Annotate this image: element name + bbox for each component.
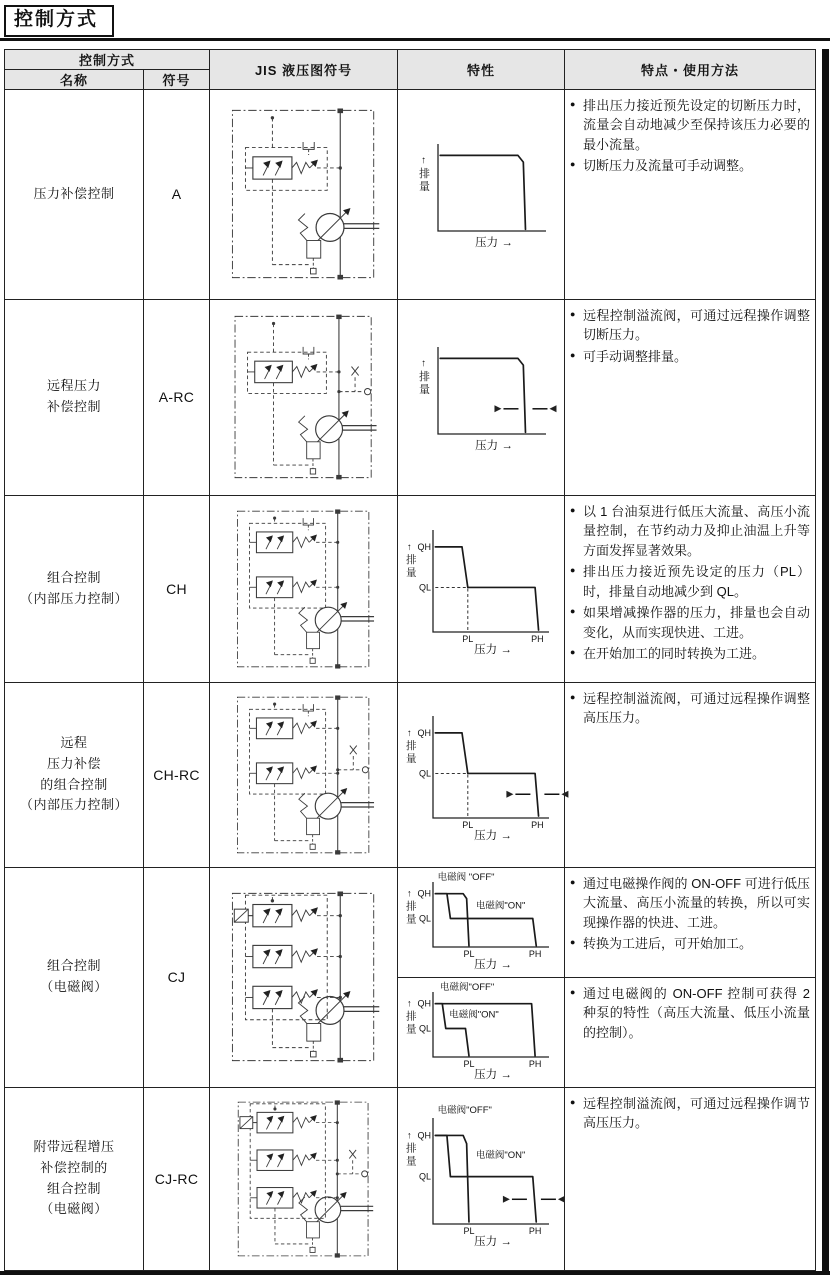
svg-text:量: 量 [419, 181, 431, 194]
feature-item [570, 562, 810, 601]
feature-item [570, 689, 810, 728]
svg-text:QH: QH [417, 998, 432, 1009]
svg-text:压力 →: 压力 → [475, 440, 513, 453]
feature-item [570, 874, 810, 933]
svg-text:压力 →: 压力 → [475, 237, 513, 250]
method-symbol-cell [144, 867, 210, 1087]
svg-text:↑: ↑ [407, 1130, 412, 1142]
method-name-line: 组合控制 [46, 1180, 101, 1196]
bullet-icon: ● [570, 691, 576, 702]
method-symbol-cell [144, 89, 210, 299]
method-name-line: （电磁阀） [40, 1201, 108, 1217]
characteristic-cell [398, 495, 565, 682]
method-symbol-cell [144, 495, 210, 682]
svg-text:量: 量 [406, 566, 417, 579]
feature-item [570, 306, 810, 345]
control-method-table-wrap [4, 49, 829, 1271]
method-symbol: CH [166, 580, 187, 597]
method-name-cell [5, 1087, 144, 1270]
svg-text:↑: ↑ [407, 541, 412, 553]
method-name-line: （电磁阀） [40, 979, 108, 995]
svg-text:排: 排 [419, 371, 431, 384]
jis-symbol-cell [210, 682, 398, 867]
method-symbol: A-RC [158, 389, 195, 406]
method-name [5, 733, 143, 816]
method-name-line: 远程 [60, 735, 88, 751]
svg-text:QH: QH [417, 541, 432, 552]
jis-symbol-cell [210, 299, 398, 495]
method-name-line: 的组合控制 [40, 776, 108, 792]
features-cell [565, 867, 816, 977]
feature-text: 可手动调整排量。 [583, 348, 688, 364]
jis-symbol-cell [210, 89, 398, 299]
page-title: 控制方式 [4, 5, 114, 37]
features-cell [565, 977, 816, 1087]
characteristic-cell [398, 89, 565, 299]
method-symbol: CH-RC [153, 766, 200, 783]
method-name [5, 1137, 143, 1220]
bullet-icon: ● [570, 504, 576, 515]
characteristic-cell [398, 299, 565, 495]
features-cell [565, 89, 816, 299]
svg-text:排: 排 [406, 1142, 417, 1155]
svg-text:QL: QL [419, 913, 432, 924]
feature-item [570, 156, 810, 176]
header-features: 特点・使用方法 [565, 49, 816, 89]
feature-item [570, 347, 810, 367]
svg-text:电磁阀"ON": 电磁阀"ON" [475, 1149, 526, 1161]
bullet-icon: ● [570, 565, 576, 576]
characteristic-curve-chart [403, 983, 559, 1082]
header-jis-symbol: JIS 液压图符号 [210, 49, 398, 89]
characteristic-curve-chart [406, 135, 556, 253]
bullet-icon: ● [570, 647, 576, 658]
features-list [570, 1094, 810, 1133]
feature-text: 远程控制溢流阀，可通过远程操作调整高压压力。 [583, 690, 811, 726]
bullet-icon: ● [570, 876, 576, 887]
svg-text:PH: PH [531, 633, 544, 644]
method-name-line: （内部压力控制） [19, 797, 128, 813]
feature-item [570, 603, 810, 642]
jis-hydraulic-circuit-icon [225, 311, 383, 483]
method-symbol-cell [144, 1087, 210, 1270]
bullet-icon: ● [570, 986, 576, 997]
characteristic-cell [398, 1087, 565, 1270]
method-name [5, 568, 143, 610]
svg-text:↑: ↑ [407, 727, 412, 739]
bullet-icon: ● [570, 349, 576, 360]
bullet-icon: ● [570, 98, 576, 109]
svg-text:QH: QH [417, 1130, 432, 1141]
features-list [570, 874, 810, 954]
characteristic-cell [398, 682, 565, 867]
method-name [5, 376, 143, 418]
svg-text:排: 排 [406, 553, 417, 566]
characteristic-curve-chart [406, 338, 556, 456]
feature-text: 切断压力及流量可手动调整。 [583, 158, 753, 174]
svg-text:电磁阀 "OFF": 电磁阀 "OFF" [437, 871, 495, 883]
jis-hydraulic-circuit-icon [225, 104, 383, 284]
svg-text:QH: QH [417, 888, 432, 899]
svg-text:QL: QL [419, 582, 432, 593]
svg-text:排: 排 [406, 900, 417, 913]
method-name-line: 压力补偿控制 [33, 185, 115, 201]
svg-text:量: 量 [406, 752, 417, 765]
svg-text:↑: ↑ [421, 358, 427, 370]
characteristic-cell [398, 977, 565, 1087]
method-name-cell [5, 89, 144, 299]
method-name-line: 附带远程增压 [33, 1139, 115, 1155]
svg-text:压力 →: 压力 → [474, 643, 512, 656]
svg-text:压力 →: 压力 → [474, 1068, 512, 1081]
features-list [570, 689, 810, 728]
control-method-table [4, 49, 816, 1271]
features-cell [565, 299, 816, 495]
feature-item [570, 502, 810, 561]
method-name-cell [5, 299, 144, 495]
svg-text:PL: PL [463, 1225, 475, 1236]
svg-text:排: 排 [406, 1010, 417, 1023]
jis-hydraulic-circuit-icon [225, 879, 383, 1075]
method-name-cell [5, 867, 144, 1087]
svg-text:压力 →: 压力 → [474, 958, 512, 971]
feature-text: 通过电磁操作阀的 ON-OFF 可进行低压大流量、高压小流量的转换，所以可实现操作器的快进、工进。 [583, 875, 811, 930]
table-row [5, 495, 816, 682]
features-list [570, 984, 810, 1043]
header-control-method-group: 控制方式 [5, 49, 210, 69]
features-cell [565, 495, 816, 682]
jis-symbol-cell [210, 1087, 398, 1270]
features-list [570, 96, 810, 176]
features-list [570, 306, 810, 367]
svg-text:电磁阀"OFF": 电磁阀"OFF" [439, 981, 495, 993]
table-row [5, 682, 816, 867]
characteristic-cell [398, 867, 565, 977]
svg-text:量: 量 [406, 913, 417, 926]
svg-text:PL: PL [463, 1058, 475, 1069]
jis-symbol-cell [210, 495, 398, 682]
method-name [5, 956, 143, 998]
svg-text:压力 →: 压力 → [474, 1235, 512, 1248]
method-symbol: CJ [167, 969, 186, 986]
svg-text:压力 →: 压力 → [474, 829, 512, 842]
feature-text: 如果增减操作器的压力，排量也会自动变化，从而实现快进、工进。 [583, 605, 811, 640]
method-name-line: 组合控制 [46, 569, 101, 585]
method-symbol: CJ-RC [154, 1170, 199, 1187]
method-name-line: 压力补偿 [46, 755, 101, 771]
feature-text: 远程控制溢流阀，可通过远程操作调整切断压力。 [583, 307, 811, 343]
feature-item [570, 934, 810, 954]
header-symbol: 符号 [144, 69, 210, 89]
feature-text: 以 1 台油泵进行低压大流量、高压小流量控制，在节约动力及抑止油温上升等方面发挥显著效果。 [583, 503, 811, 558]
characteristic-curve-chart [403, 873, 559, 972]
svg-text:QH: QH [417, 727, 432, 738]
method-name-line: 补偿控制 [46, 399, 101, 415]
bullet-icon: ● [570, 606, 576, 617]
header-name: 名称 [5, 69, 144, 89]
svg-text:PH: PH [528, 948, 542, 959]
bullet-icon: ● [570, 937, 576, 948]
feature-item [570, 96, 810, 155]
svg-text:QL: QL [419, 1023, 432, 1034]
characteristic-curve-chart [403, 521, 559, 657]
svg-text:电磁阀"ON": 电磁阀"ON" [475, 900, 526, 912]
method-name-line: 补偿控制的 [40, 1159, 108, 1175]
features-cell [565, 682, 816, 867]
svg-text:排: 排 [419, 168, 431, 181]
method-symbol-cell [144, 299, 210, 495]
jis-hydraulic-circuit-icon [225, 1097, 383, 1261]
svg-text:电磁阀"OFF": 电磁阀"OFF" [437, 1104, 492, 1116]
svg-text:PL: PL [462, 819, 474, 830]
bullet-icon: ● [570, 1096, 576, 1107]
svg-text:PH: PH [528, 1058, 542, 1069]
svg-text:↑: ↑ [421, 155, 427, 167]
features-list [570, 502, 810, 664]
svg-text:PH: PH [531, 819, 544, 830]
method-symbol-cell [144, 682, 210, 867]
jis-symbol-cell [210, 867, 398, 1087]
method-symbol: A [171, 186, 182, 203]
feature-text: 转换为工进后，可开始加工。 [583, 936, 753, 952]
feature-item [570, 1094, 810, 1133]
svg-text:PL: PL [463, 948, 475, 959]
feature-text: 排出压力接近预先设定的压力（PL）时，排量自动地减少到 QL。 [583, 564, 811, 599]
method-name-line: 组合控制 [46, 958, 101, 974]
feature-text: 远程控制溢流阀，可通过远程操作调节高压压力。 [583, 1095, 811, 1131]
feature-item [570, 644, 810, 664]
bullet-icon: ● [570, 308, 576, 319]
method-name-line: （内部压力控制） [19, 590, 128, 606]
svg-text:电磁阀"ON": 电磁阀"ON" [449, 1008, 499, 1020]
feature-text: 通过电磁阀的 ON-OFF 控制可获得 2 种泵的特性（高压大流量、低压小流量的控制）。 [583, 985, 811, 1040]
method-name-cell [5, 682, 144, 867]
svg-text:PH: PH [528, 1225, 542, 1236]
method-name-cell [5, 495, 144, 682]
bullet-icon: ● [570, 159, 576, 170]
method-name [5, 184, 143, 205]
svg-text:↑: ↑ [407, 888, 412, 900]
table-row [5, 299, 816, 495]
jis-hydraulic-circuit-icon [225, 506, 383, 672]
feature-item [570, 984, 810, 1043]
svg-text:QL: QL [419, 1171, 432, 1182]
characteristic-curve-chart [403, 1104, 559, 1249]
table-row [5, 89, 816, 299]
features-cell [565, 1087, 816, 1270]
svg-text:PL: PL [462, 633, 474, 644]
header-characteristic: 特性 [398, 49, 565, 89]
table-row [5, 1087, 816, 1270]
feature-text: 排出压力接近预先设定的切断压力时，流量会自动地减少至保持该压力必要的最小流量。 [583, 97, 811, 152]
svg-text:量: 量 [406, 1023, 417, 1036]
method-name-line: 远程压力 [46, 378, 101, 394]
feature-text: 在开始加工的同时转换为工进。 [583, 646, 766, 662]
svg-text:量: 量 [406, 1155, 417, 1168]
jis-hydraulic-circuit-icon [225, 692, 383, 858]
svg-text:↑: ↑ [407, 998, 412, 1010]
svg-text:量: 量 [419, 384, 431, 397]
svg-text:排: 排 [406, 739, 417, 752]
svg-text:QL: QL [419, 768, 432, 779]
title-underline [0, 38, 830, 41]
characteristic-curve-chart [403, 707, 559, 843]
page-bottom-rule [0, 1271, 830, 1275]
table-row [5, 867, 816, 977]
